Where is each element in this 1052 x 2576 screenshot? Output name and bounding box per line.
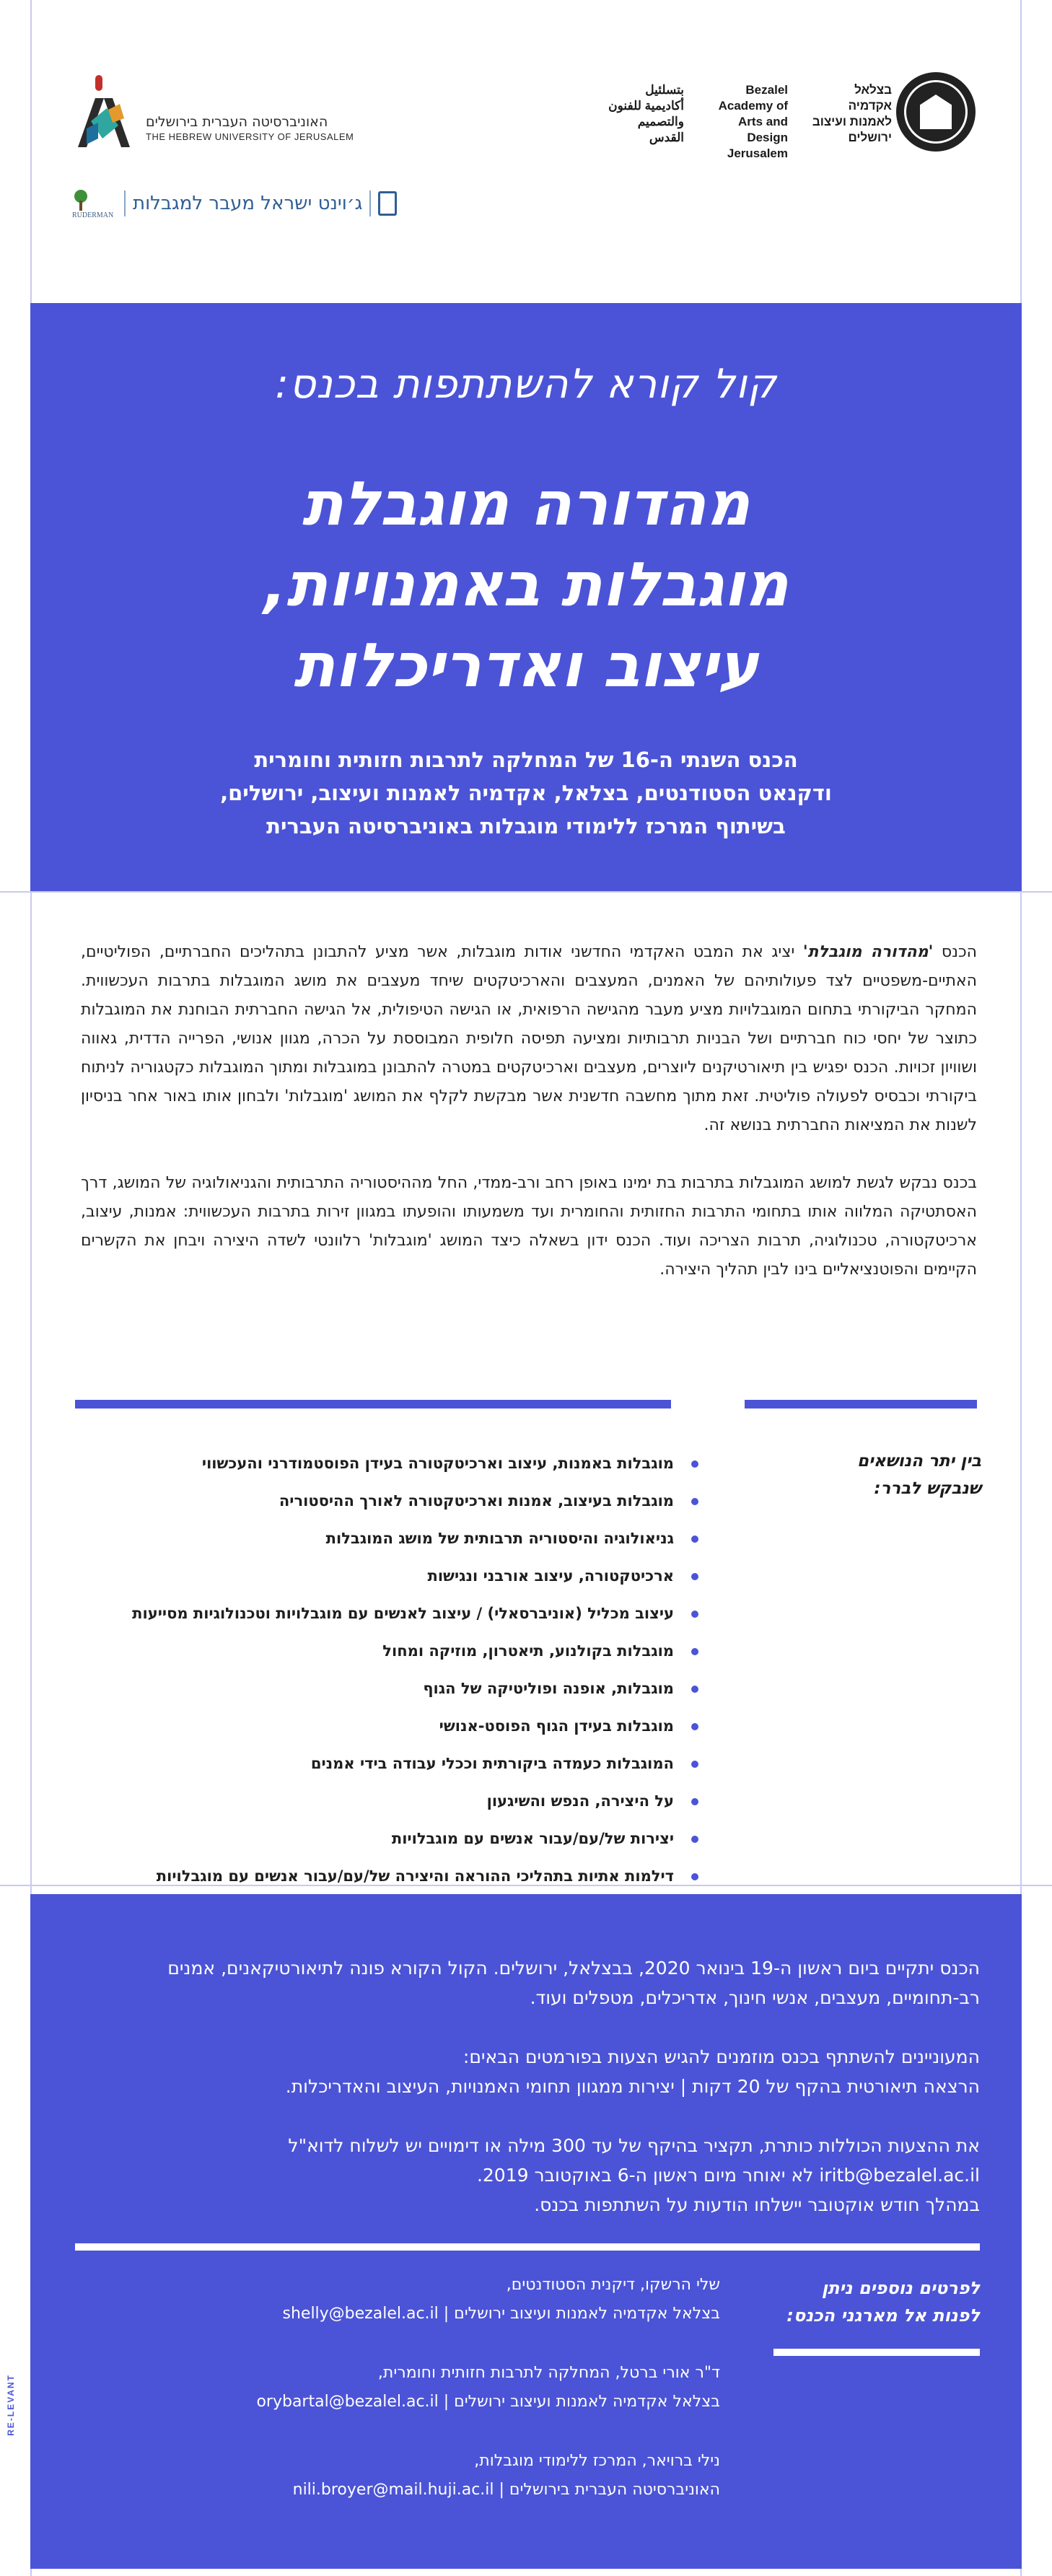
details-paragraph-1: הכנס יתקיים ביום ראשון ה-19 בינואר 2020, בבצלאל, ירושלים. הקול הקורא פונה לתיאורטיקאנים, אמנים רב-תחומיים, מעצבים, אנשי חינוך, אדריכלים, מטפלים ועוד. <box>167 1958 980 2008</box>
header-logos <box>30 0 1022 303</box>
contacts-label: לפרטים נוספים ניתן לפנות אל מארגני הכנס: <box>786 2278 980 2326</box>
contact-ori: ד"ר אורי ברטל, המחלקה לתרבות חזותית וחומרית, בצלאל אקדמיה לאמנות ועיצוב ירושלים | orybartal@bezalel.ac.il <box>114 2359 720 2417</box>
list-item: יצירות של/עם/עבור אנשים עם מוגבלויות <box>81 1820 701 1857</box>
list-item: מוגבלות בעיצוב, אמנות וארכיטקטורה לאורך ההיסטוריה <box>81 1482 701 1520</box>
contact-email-link[interactable]: האוניברסיטה העברית בירושלים | nili.broyer@mail.huji.ac.il <box>292 2481 720 2499</box>
accent-bar-topics <box>75 1400 671 1409</box>
hero-band <box>30 303 1022 891</box>
details-paragraph-2: המעוניינים להשתתף בכנס מוזמנים להגיש הצעות בפורמטים הבאים: הרצאה תיאורטית בהקף של 20 דקות | יצירות ממגוון תחומי האמנויות, העיצוב והאדריכלות. <box>285 2046 980 2097</box>
conference-details <box>114 1953 980 2249</box>
details-band <box>30 1894 1022 2569</box>
menorah-emblem-icon <box>378 191 397 216</box>
contact-email-link[interactable]: בצלאל אקדמיה לאמנות ועיצוב ירושלים | shelly@bezalel.ac.il <box>282 2305 720 2323</box>
partner-logos <box>72 186 397 221</box>
huji-name: האוניברסיטה העברית בירושלים THE HEBREW UNIVERSITY OF JERUSALEM <box>146 114 354 142</box>
contacts-list <box>114 2271 720 2535</box>
submission-email-link[interactable]: iritb@bezalel.ac.il לא יאוחר מיום ראשון ה-6 באוקטובר 2019. <box>476 2165 980 2186</box>
list-item: מוגבלות באמנות, עיצוב וארכיטקטורה בעידן הפוסטמודרני והעכשווי <box>81 1445 701 1482</box>
huji-logo-icon <box>74 72 134 150</box>
list-item: מוגבלות בקולנוע, תיאטרון, מוזיקה ומחול <box>81 1632 701 1670</box>
partners-text: ג׳וינט ישראל מעבר למגבלות <box>133 193 363 214</box>
intro-paragraph-1: הכנס 'מהדורה מוגבלת' יציג את המבט האקדמי החדשני אודות מוגבלות, אשר מציע להתבונן בתהליכים החברתיים, הפוליטיים, האתיים-משפטיים לצד פעולותיהם של האמנים, המעצבים והארכיטקטים שיחד מעצבים את מושג המוגבלות בתרבות העכשווית. המחקר הביקורתי בתחום המוגבלויות מציע מעבר מהגישה הרפואית, או הגישה הטיפולית, אל הגישה החברתית הבוחנת את המוגבלות כתוצר של יחסי כוח חברתיים ושל הבניות תרבותיות ומציעה תפיסה חלופית המבוססת על הכרה, מגוון אנושי, הפרייה הדדית, גאווה ושוויון זכויות. הכנס יפגיש בין תיאורטיקנים ליוצרים, מעצבים וארכיטקטים במטרה להתבונן במוגבלות ומתוך המוגבלות כקטגוריה לניתוח ביקורתי וכבסיס לפעולה פוליטית. זאת מתוך מחשבה חדשנית אשר מבקשת לקלף את המושג 'מוגבלות' ולבחון אותו באור אחר בניסיון לשנות את המציאות החברתית בנושא זה. <box>81 943 977 1134</box>
list-item: המוגבלות כעמדה ביקורתית וככלי עבודה בידי אמנים <box>81 1745 701 1782</box>
bezalel-english-name: Bezalel Academy of Arts and Design Jerusalem <box>718 83 788 160</box>
list-item: מוגבלות בעידן הגוף הפוסט-אנושי <box>81 1707 701 1745</box>
list-item: גניאולוגיה והיסטוריה תרבותית של מושג המוגבלות <box>81 1520 701 1557</box>
bezalel-hebrew-name: בצלאל אקדמיה לאמנות ועיצוב ירושלים <box>812 83 892 144</box>
side-brand-mark: RE-LEVANT <box>6 2374 16 2436</box>
divider-bar <box>75 2243 980 2251</box>
list-item: ארכיטקטורה, עיצוב אורבני ונגישות <box>81 1557 701 1595</box>
ruderman-logo: RUDERMAN <box>72 188 117 219</box>
intro-paragraph-2: בכנס נבקש לגשת למושג המוגבלות בתרבות בת ימינו באופן רחב ורב-ממדי, החל מההיסטוריה התרבותית והגניאולוגיה של המושג, דרך האסתטיקה המלווה אותו בתחומי התרבות החזותית והחומרית ועד משמעותו והופעתו במגוון זירות בתרבות העכשווית: אמנות, עיצוב, ארכיטקטורה, טכנולוגיה, תרבות הצריכה ועוד. הכנס ידון בשאלה כיצד המושג 'מוגבלות' רלוונטי לשדה היצירה ויבחן את הקשרים הקיימים והפוטנציאליים בינו לבין תהליך היצירה. <box>81 1174 977 1279</box>
contact-email-link[interactable]: בצלאל אקדמיה לאמנות ועיצוב ירושלים | orybartal@bezalel.ac.il <box>256 2393 720 2411</box>
intro-text <box>81 938 977 1313</box>
bezalel-seal-icon <box>896 72 976 152</box>
contact-nili: נילי ברויאר, המרכז ללימודי מוגבלות, האוניברסיטה העברית בירושלים | nili.broyer@mail.huji.ac.il <box>114 2447 720 2505</box>
topics-label: בין יתר הנושאים שנבקש לברר: <box>857 1452 981 1498</box>
accent-bar-label <box>745 1400 977 1409</box>
details-paragraph-3: את ההצעות הכוללות כותרת, תקציר בהיקף של עד 300 מילה או דימויים יש לשלוח לדוא"ל iritb@bezalel.ac.il לא יאוחר מיום ראשון ה-6 באוקטובר 2019. במהלך חודש אוקטובר יישלחו הודעות על השתתפות בכנס. <box>288 2135 980 2215</box>
topics-list <box>81 1445 701 1895</box>
conference-title: מהדורה מוגבלת מוגבלות באמנויות, עיצוב ואדריכלות <box>263 468 789 701</box>
contacts-label-bar <box>773 2349 980 2356</box>
list-item: מוגבלות, אופנה ופוליטיקה של הגוף <box>81 1670 701 1707</box>
list-item: עיצוב מכליל (אוניברסאלי) / עיצוב לאנשים עם מוגבלויות וטכנולוגיות מסייעות <box>81 1595 701 1632</box>
list-item: דילמות אתיות בתהליכי ההוראה והיצירה של/עם/עבור אנשים עם מוגבלויות <box>81 1857 701 1895</box>
bezalel-arabic-name: بتسلئيل أكاديمية للفنون والتصميم القدس <box>608 83 684 144</box>
guide-line-mid <box>0 891 1052 893</box>
conference-subtitle: הכנס השנתי ה-16 של המחלקה לתרבות חזותית וחומרית ודקנאט הסטודנטים, בצלאל, אקדמיה לאמנות ועיצוב, ירושלים, בשיתוף המרכז ללימודי מוגבלות באוניברסיטה העברית <box>220 748 832 838</box>
call-for-papers-kicker: קול קורא להשתתפות בכנס: <box>275 361 777 408</box>
contact-shelly: שלי הרשקו, דיקנית הסטודנטים, בצלאל אקדמיה לאמנות ועיצוב ירושלים | shelly@bezalel.ac.il <box>114 2271 720 2329</box>
list-item: על היצירה, הנפש והשיגעון <box>81 1782 701 1820</box>
